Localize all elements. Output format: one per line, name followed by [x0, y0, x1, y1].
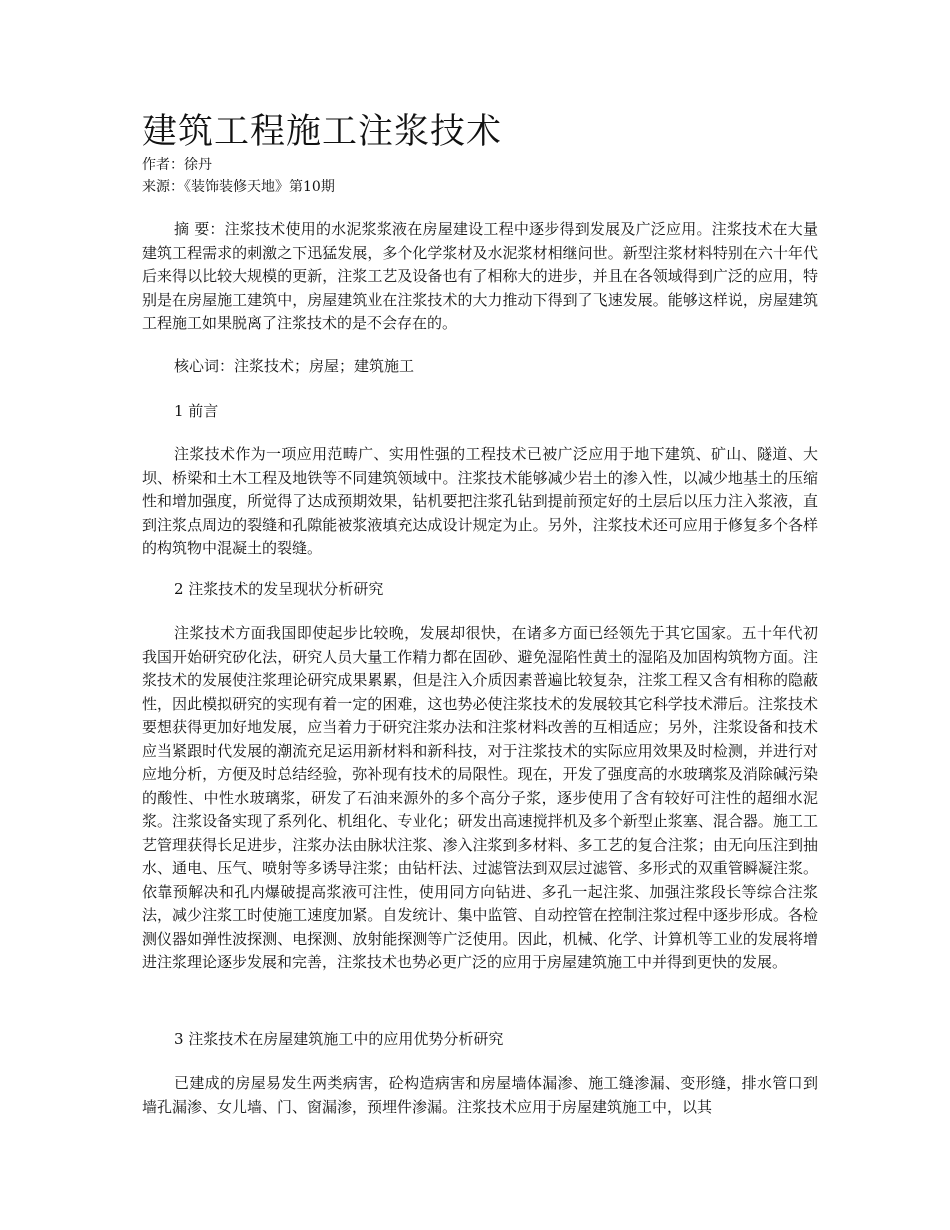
article-source: 来源：《装饰装修天地》第10期: [142, 179, 335, 195]
article-author: 作者：徐丹: [142, 157, 212, 173]
section-paragraph: 注浆技术方面我国即使起步比较晚，发展却很快，在诸多方面已经领先于其它国家。五十年代初我国开始研究矽化法，研究人员大量工作精力都在固砂、避免湿陷性黄土的湿陷及加固构筑物方面。注浆技术的发展使注浆理论研究成果累累，但是注入介质因素普遍比较复杂，注浆工程又含有相称的隐蔽性，因此模拟研究的实现有着一定的困难，这也势必使注浆技术的发展较其它科学技术滞后。注浆技术要想获得更加好地发展，应当着力于研究注浆办法和注浆材料改善的互相适应；另外，注浆设备和技术应当紧跟时代发展的潮流充足运用新材料和新科技，对于注浆技术的实际应用效果及时检测，并进行对应地分析，方便及时总结经验，弥补现有技术的局限性。现在，开发了强度高的水玻璃浆及消除碱污染的酸性、中性水玻璃浆，研发了石油来源外的多个高分子浆，逐步使用了含有较好可注性的超细水泥浆。注浆设备实现了系列化、机组化、专业化；研发出高速搅拌机及多个新型止浆塞、混合器。施工工艺管理获得长足进步，注浆办法由脉状注浆、渗入注浆到多材料、多工艺的复合注浆；由无向压注到抽水、通电、压气、喷射等多诱导注浆；由钻杆法、过滤管法到双层过滤管、多形式的双重管瞬凝注浆。依靠预解决和孔内爆破提高浆液可注性，使用同方向钻进、多孔一起注浆、加强注浆段长等综合注浆法，减少注浆工时使施工速度加紧。自发统计、集中监管、自动控管在控制注浆过程中逐步形成。各检测仪器如弹性波探测、电探测、放射能探测等广泛使用。因此，机械、化学、计算机等工业的发展将增进注浆理论逐步发展和完善，注浆技术也势必更广泛的应用于房屋建筑施工中并得到更快的发展。: [142, 624, 818, 971]
section-heading: 2 注浆技术的发呈现状分析研究: [174, 580, 384, 598]
keywords-line: 核心词：注浆技术；房屋；建筑施工: [174, 357, 415, 375]
section-paragraph: 注浆技术作为一项应用范畴广、实用性强的工程技术已被广泛应用于地下建筑、矿山、隧道、大坝、桥梁和土木工程及地铁等不同建筑领域中。注浆技术能够减少岩土的渗入性，以减少地基土的压缩性和增加强度，所觉得了达成预期效果，钻机要把注浆孔钻到提前预定好的土层后以压力注入浆液，直到注浆点周边的裂缝和孔隙能被浆液填充达成设计规定为止。另外，注浆技术还可应用于修复多个各样的构筑物中混凝土的裂缝。: [142, 445, 818, 557]
section-heading: 1 前言: [174, 402, 219, 420]
section-heading: 3 注浆技术在房屋建筑施工中的应用优势分析研究: [174, 1030, 504, 1048]
article-title: 建筑工程施工注浆技术: [142, 112, 503, 152]
abstract-paragraph: 摘 要：注浆技术使用的水泥浆浆液在房屋建设工程中逐步得到发展及广泛应用。注浆技术在大量建筑工程需求的刺激之下迅猛发展，多个化学浆材及水泥浆材相继问世。新型注浆材料特别在六十年代后来得以比较大规模的更新，注浆工艺及设备也有了相称大的进步，并且在各领域得到广泛的应用，特别是在房屋施工建筑中，房屋建筑业在注浆技术的大力推动下得到了飞速发展。能够这样说，房屋建筑工程施工如果脱离了注浆技术的是不会存在的。: [142, 220, 818, 332]
section-paragraph: 已建成的房屋易发生两类病害，砼构造病害和房屋墙体漏渗、施工缝渗漏、变形缝，排水管口到墙孔漏渗、女儿墙、门、窗漏渗，预埋件渗漏。注浆技术应用于房屋建筑施工中，以其: [142, 1074, 818, 1116]
